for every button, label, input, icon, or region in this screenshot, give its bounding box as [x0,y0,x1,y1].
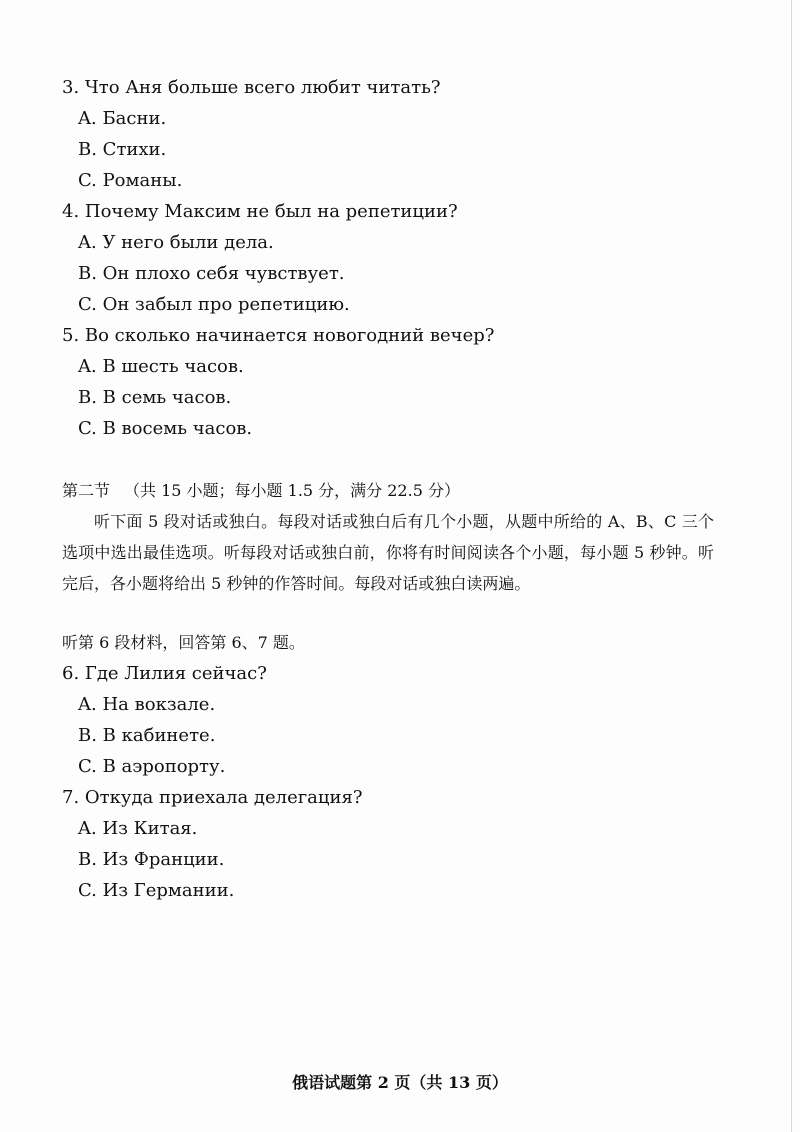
page-content [62,72,732,906]
question-4-option-c: C. Он забыл про репетицию. [78,294,350,315]
question-3-option-a: A. Басни. [78,108,167,129]
question-3-option-b: B. Стихи. [78,139,167,160]
page-footer: 俄语试题第 2 页（共 13 页） [292,1073,508,1092]
question-7-option-b: B. Из Франции. [78,849,225,870]
question-6-option-c: C. В аэропорту. [78,756,226,777]
question-4-option-a: A. У него были дела. [78,232,274,253]
section-2-instructions: 听下面 5 段对话或独白。每段对话或独白后有几个小题，从题中所给的 A、B、C 三个选项中选出最佳选项。听每段对话或独白前，你将有时间阅读各个小题，每小题 5 秒钟。听完后，各小题将给出 5 秒钟的作答时间。每段对话或独白读两遍。 [62,512,714,593]
question-5-option-c: C. В восемь часов. [78,418,253,439]
question-3-option-c: C. Романы. [78,170,183,191]
material-note: 听第 6 段材料，回答第 6、7 题。 [62,633,305,652]
question-6-option-b: B. В кабинете. [78,725,216,746]
question-7-option-c: C. Из Германии. [78,880,235,901]
section-2-scoring: （共 15 小题；每小题 1.5 分，满分 22.5 分） [124,481,460,500]
question-7-option-a: A. Из Китая. [78,818,198,839]
question-6: 6. Где Лилия сейчас? [62,663,267,684]
question-4: 4. Почему Максим не был на репетиции? [62,201,458,222]
question-5-option-a: A. В шесть часов. [78,356,244,377]
question-6-option-a: A. На вокзале. [78,694,216,715]
question-3: 3. Что Аня больше всего любит читать? [62,77,441,98]
question-5-option-b: B. В семь часов. [78,387,232,408]
question-5: 5. Во сколько начинается новогодний вечер? [62,325,495,346]
section-2-label: 第二节 [62,481,111,500]
section-2-title [62,476,732,506]
scan-edge-line [791,0,792,1132]
question-4-option-b: B. Он плохо себя чувствует. [78,263,345,284]
question-7: 7. Откуда приехала делегация? [62,787,363,808]
